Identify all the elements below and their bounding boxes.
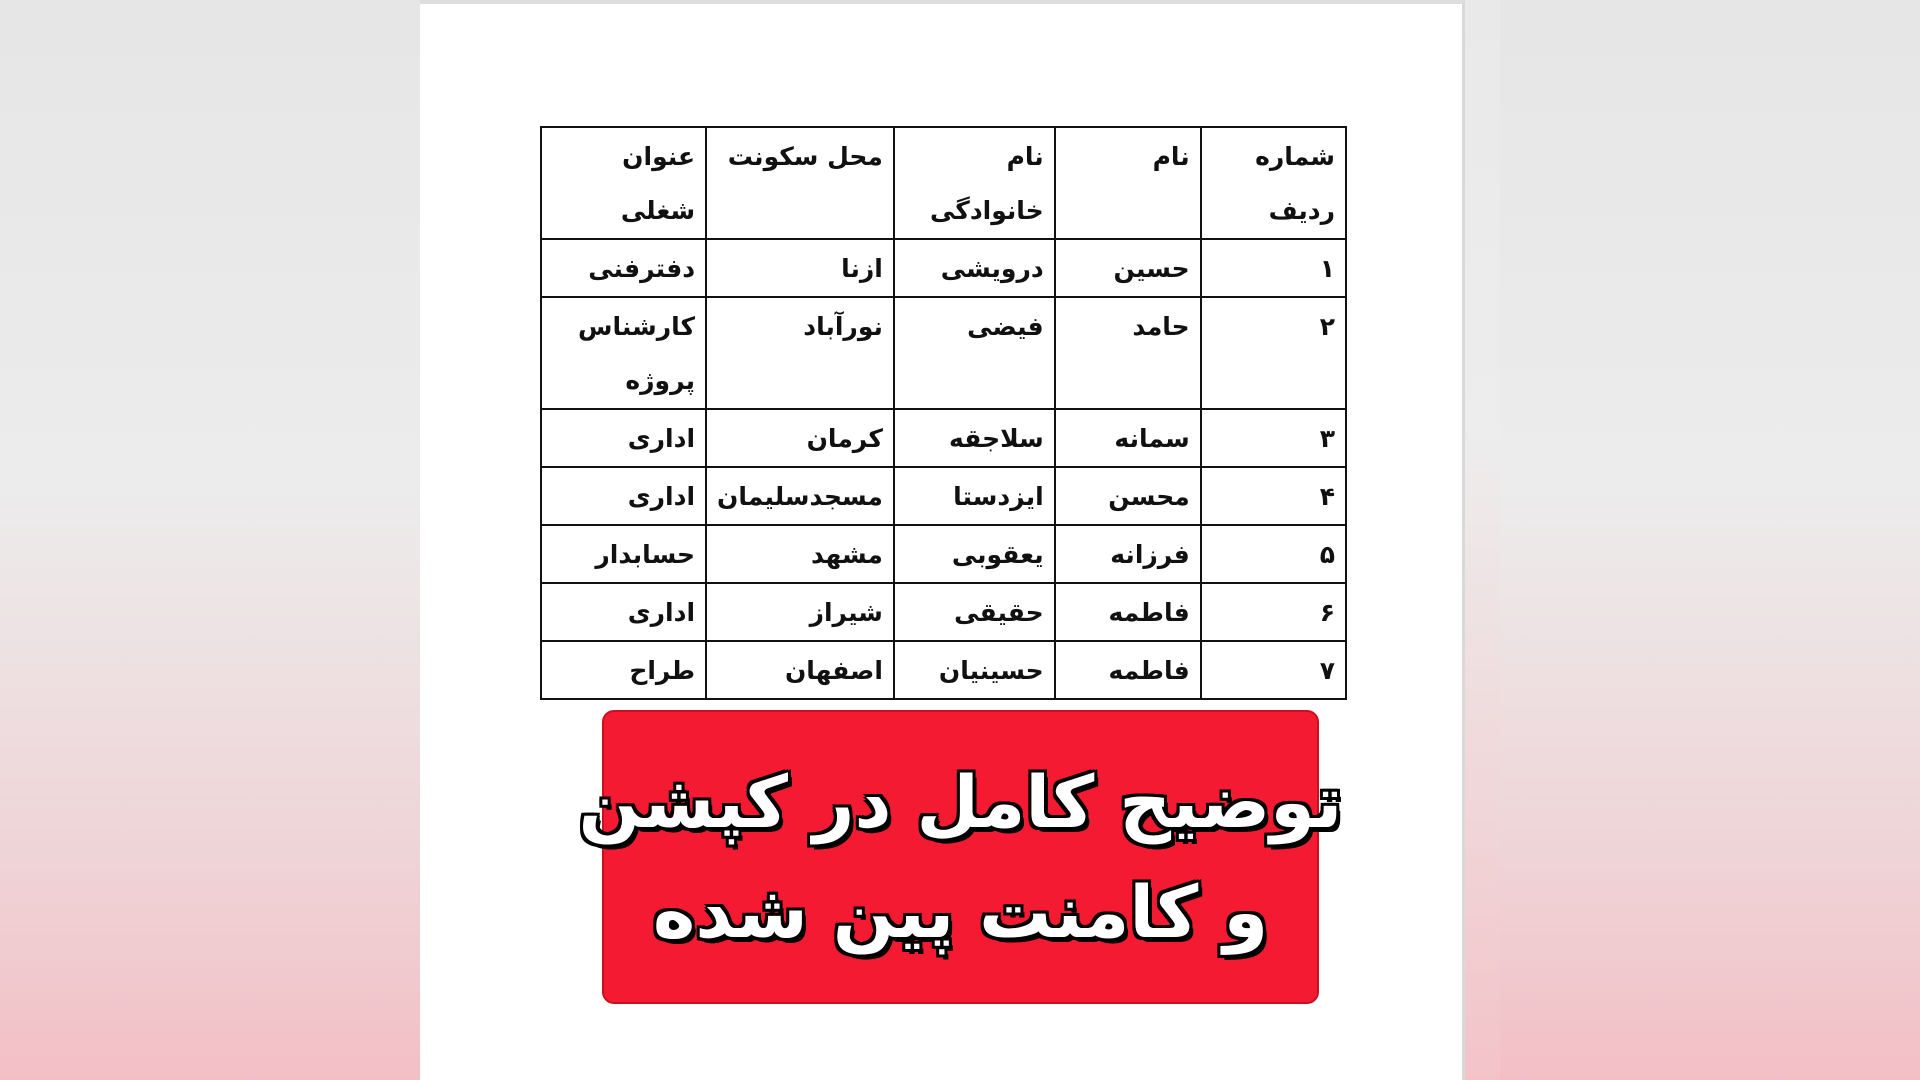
people-table bbox=[540, 126, 1347, 700]
cell-job-title: دفترفنی bbox=[541, 239, 706, 297]
cell-last-name: فیضی bbox=[894, 297, 1055, 409]
cell-first-name: محسن bbox=[1055, 467, 1201, 525]
background-left bbox=[0, 0, 420, 1080]
cell-job-title: اداری bbox=[541, 409, 706, 467]
cell-job-title: طراح bbox=[541, 641, 706, 699]
cell-job-title: اداری bbox=[541, 467, 706, 525]
cell-row-number: ۵ bbox=[1201, 525, 1346, 583]
cell-last-name: یعقوبی bbox=[894, 525, 1055, 583]
cell-residence: مسجدسلیمان bbox=[706, 467, 894, 525]
banner-line-1: توضیح کامل در کپشن bbox=[578, 760, 1343, 844]
cell-residence: مشهد bbox=[706, 525, 894, 583]
cell-job-title: حسابدار bbox=[541, 525, 706, 583]
cell-row-number: ۶ bbox=[1201, 583, 1346, 641]
table-row bbox=[541, 525, 1346, 583]
table-row bbox=[541, 239, 1346, 297]
cell-last-name: ایزدستا bbox=[894, 467, 1055, 525]
caption-banner bbox=[578, 710, 1343, 1004]
cell-residence: نورآباد bbox=[706, 297, 894, 409]
header-first-name: نام bbox=[1055, 127, 1201, 239]
table-row bbox=[541, 641, 1346, 699]
cell-row-number: ۲ bbox=[1201, 297, 1346, 409]
cell-first-name: فرزانه bbox=[1055, 525, 1201, 583]
cell-job-title: اداری bbox=[541, 583, 706, 641]
banner-line-2: و کامنت پین شده bbox=[652, 870, 1269, 954]
cell-row-number: ۳ bbox=[1201, 409, 1346, 467]
cell-row-number: ۴ bbox=[1201, 467, 1346, 525]
cell-last-name: درویشی bbox=[894, 239, 1055, 297]
cell-first-name: فاطمه bbox=[1055, 641, 1201, 699]
table-row bbox=[541, 297, 1346, 409]
table-row bbox=[541, 409, 1346, 467]
cell-residence: کرمان bbox=[706, 409, 894, 467]
cell-residence: ازنا bbox=[706, 239, 894, 297]
cell-job-title: کارشناس پروژه bbox=[541, 297, 706, 409]
cell-residence: شیراز bbox=[706, 583, 894, 641]
background-right bbox=[1500, 0, 1920, 1080]
cell-first-name: حسین bbox=[1055, 239, 1201, 297]
header-job-title: عنوان شغلی bbox=[541, 127, 706, 239]
cell-first-name: سمانه bbox=[1055, 409, 1201, 467]
table-row bbox=[541, 467, 1346, 525]
cell-first-name: حامد bbox=[1055, 297, 1201, 409]
table-row bbox=[541, 583, 1346, 641]
cell-residence: اصفهان bbox=[706, 641, 894, 699]
header-residence: محل سکونت bbox=[706, 127, 894, 239]
header-row-number: شماره ردیف bbox=[1201, 127, 1346, 239]
document-page bbox=[420, 0, 1465, 1080]
cell-last-name: حسینیان bbox=[894, 641, 1055, 699]
header-last-name: نام خانوادگی bbox=[894, 127, 1055, 239]
cell-first-name: فاطمه bbox=[1055, 583, 1201, 641]
cell-last-name: سلاجقه bbox=[894, 409, 1055, 467]
cell-row-number: ۷ bbox=[1201, 641, 1346, 699]
table-header-row bbox=[541, 127, 1346, 239]
cell-row-number: ۱ bbox=[1201, 239, 1346, 297]
cell-last-name: حقیقی bbox=[894, 583, 1055, 641]
